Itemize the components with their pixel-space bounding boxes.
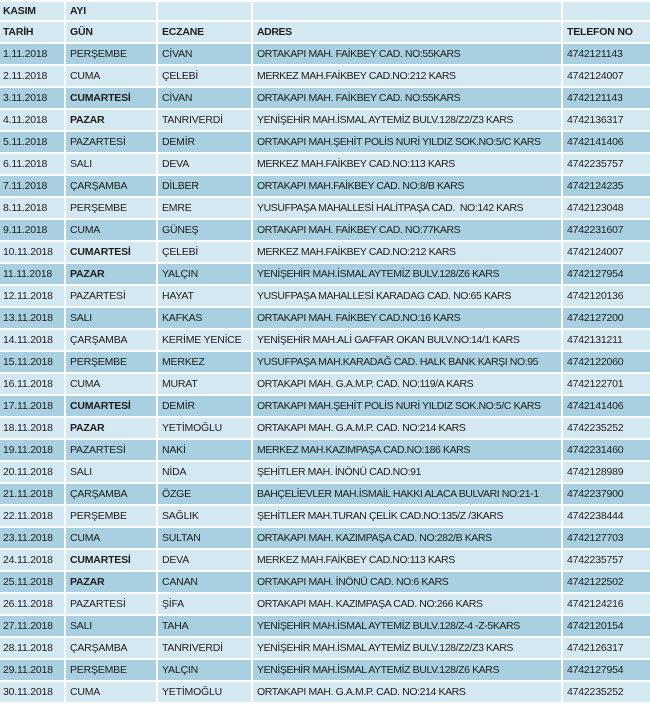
cell-address: YENİŞEHİR MAH.İSMAL AYTEMİZ BULV.128/Z6 KARS <box>253 660 563 680</box>
table-row <box>0 418 650 440</box>
cell-address: YENİŞEHİR MAH.İSMAL AYTEMİZ BULV.128/Z6 KARS <box>253 264 563 284</box>
cell-date: 25.11.2018 <box>0 572 66 592</box>
cell-date: 4.11.2018 <box>0 110 66 130</box>
cell-address: YUSUFPAŞA MAH.KARADAĞ CAD. HALK BANK KARŞI NO:95 <box>253 352 563 372</box>
cell-date: 17.11.2018 <box>0 396 66 416</box>
table-row <box>0 242 650 264</box>
table-row <box>0 88 650 110</box>
cell-pharmacy: HAYAT <box>158 286 253 306</box>
cell-date: 14.11.2018 <box>0 330 66 350</box>
cell-phone: 4742122502 <box>563 572 650 592</box>
table-row <box>0 176 650 198</box>
cell-date: 18.11.2018 <box>0 418 66 438</box>
header-phone: TELEFON NO <box>563 22 650 42</box>
cell-phone: 4742124235 <box>563 176 650 196</box>
cell-day: PAZARTESİ <box>66 132 158 152</box>
cell-address: ORTAKAPI MAH. G.A.M.P. CAD. NO:119/A KARS <box>253 374 563 394</box>
cell-address: ORTAKAPI MAH. İNÖNÜ CAD. NO:6 KARS <box>253 572 563 592</box>
cell-date: 24.11.2018 <box>0 550 66 570</box>
table-row <box>0 374 650 396</box>
cell-date: 10.11.2018 <box>0 242 66 262</box>
cell-address: YUSUFPAŞA MAHALLESİ HALİTPAŞA CAD. NO:142 KARS <box>253 198 563 218</box>
cell-address: MERKEZ MAH.FAİKBEY CAD.NO:212 KARS <box>253 242 563 262</box>
cell-phone: 4742238444 <box>563 506 650 526</box>
table-row <box>0 594 650 616</box>
cell-phone: 4742124007 <box>563 242 650 262</box>
cell-address: YUSUFPAŞA MAHALLESİ KARADAG CAD. NO:65 KARS <box>253 286 563 306</box>
cell-date: 20.11.2018 <box>0 462 66 482</box>
cell-day: ÇARŞAMBA <box>66 330 158 350</box>
cell-day: CUMARTESİ <box>66 550 158 570</box>
cell-phone: 4742231607 <box>563 220 650 240</box>
cell-address: ORTAKAPI MAH. FAİKBEY CAD. NO:55KARS <box>253 88 563 108</box>
table-row <box>0 330 650 352</box>
cell-pharmacy: TANRIVERDİ <box>158 110 253 130</box>
cell-phone: 4742121143 <box>563 88 650 108</box>
cell-pharmacy: DEVA <box>158 154 253 174</box>
cell-day: PAZAR <box>66 110 158 130</box>
cell-phone: 4742136317 <box>563 110 650 130</box>
cell-address: BAHÇELİEVLER MAH.İSMAİL HAKKI ALACA BULVARI NO:21-1 <box>253 484 563 504</box>
cell-phone: 4742235252 <box>563 418 650 438</box>
cell-pharmacy: DİLBER <box>158 176 253 196</box>
cell-address: YENİŞEHİR MAH.İSMAL AYTEMİZ BULV.128/Z2/Z3 KARS <box>253 638 563 658</box>
table-row <box>0 396 650 418</box>
cell-date: 2.11.2018 <box>0 66 66 86</box>
cell-day: PAZARTESİ <box>66 440 158 460</box>
cell-day: CUMA <box>66 374 158 394</box>
cell-day: PERŞEMBE <box>66 44 158 64</box>
cell-address: ORTAKAPI MAH. G.A.M.P. CAD. NO:214 KARS <box>253 682 563 702</box>
table-row <box>0 550 650 572</box>
cell-pharmacy: YALÇIN <box>158 264 253 284</box>
table-row <box>0 154 650 176</box>
cell-pharmacy: MURAT <box>158 374 253 394</box>
cell-phone: 4742121143 <box>563 44 650 64</box>
cell-address: YENİŞEHİR MAH.ALİ GAFFAR OKAN BULV.NO:14/1 KARS <box>253 330 563 350</box>
cell-pharmacy: ÇELEBİ <box>158 242 253 262</box>
cell-date: 9.11.2018 <box>0 220 66 240</box>
cell-date: 28.11.2018 <box>0 638 66 658</box>
cell-day: PAZAR <box>66 572 158 592</box>
cell-day: SALI <box>66 616 158 636</box>
cell-date: 3.11.2018 <box>0 88 66 108</box>
cell-day: PERŞEMBE <box>66 352 158 372</box>
cell-pharmacy: YETİMOĞLU <box>158 418 253 438</box>
cell-day: PAZARTESİ <box>66 286 158 306</box>
cell-address: MERKEZ MAH.FAİKBEY CAD.NO:113 KARS <box>253 550 563 570</box>
cell-date: 15.11.2018 <box>0 352 66 372</box>
table-row <box>0 528 650 550</box>
cell-date: 22.11.2018 <box>0 506 66 526</box>
cell-day: CUMARTESİ <box>66 242 158 262</box>
cell-phone: 4742128989 <box>563 462 650 482</box>
cell-phone: 4742127954 <box>563 660 650 680</box>
cell-phone: 4742141406 <box>563 396 650 416</box>
cell-day: PAZARTESİ <box>66 594 158 614</box>
cell-phone: 4742235757 <box>563 550 650 570</box>
month-suffix: AYI <box>66 2 158 20</box>
title-spacer-cell <box>158 2 253 20</box>
cell-date: 1.11.2018 <box>0 44 66 64</box>
cell-pharmacy: EMRE <box>158 198 253 218</box>
table-row <box>0 616 650 638</box>
cell-pharmacy: CANAN <box>158 572 253 592</box>
header-day: GÜN <box>66 22 158 42</box>
cell-day: CUMARTESİ <box>66 396 158 416</box>
cell-pharmacy: MERKEZ <box>158 352 253 372</box>
cell-date: 7.11.2018 <box>0 176 66 196</box>
cell-phone: 4742122701 <box>563 374 650 394</box>
table-row <box>0 462 650 484</box>
cell-address: ORTAKAPI MAH. FAİKBEY CAD. NO:77KARS <box>253 220 563 240</box>
cell-pharmacy: NİDA <box>158 462 253 482</box>
cell-date: 27.11.2018 <box>0 616 66 636</box>
table-row <box>0 286 650 308</box>
cell-phone: 4742126317 <box>563 638 650 658</box>
cell-date: 12.11.2018 <box>0 286 66 306</box>
cell-day: CUMA <box>66 528 158 548</box>
cell-day: PAZAR <box>66 418 158 438</box>
header-pharmacy: ECZANE <box>158 22 253 42</box>
table-row <box>0 110 650 132</box>
cell-date: 30.11.2018 <box>0 682 66 702</box>
cell-date: 26.11.2018 <box>0 594 66 614</box>
cell-address: ORTAKAPI MAH.ŞEHİT POLİS NURİ YILDIZ SOK.NO:5/C KARS <box>253 396 563 416</box>
title-spacer-cell <box>563 2 650 20</box>
table-body <box>0 44 650 704</box>
cell-phone: 4742127954 <box>563 264 650 284</box>
cell-phone: 4742141406 <box>563 132 650 152</box>
table-row <box>0 440 650 462</box>
cell-phone: 4742131211 <box>563 330 650 350</box>
cell-address: MERKEZ MAH.KAZIMPAŞA CAD.NO:186 KARS <box>253 440 563 460</box>
cell-date: 29.11.2018 <box>0 660 66 680</box>
table-row <box>0 132 650 154</box>
cell-pharmacy: TANRIVERDİ <box>158 638 253 658</box>
cell-phone: 4742124216 <box>563 594 650 614</box>
table-row <box>0 308 650 330</box>
table-row <box>0 638 650 660</box>
month-name: KASIM <box>0 2 66 20</box>
cell-day: CUMARTESİ <box>66 88 158 108</box>
table-header-row <box>0 22 650 44</box>
table-row <box>0 66 650 88</box>
cell-pharmacy: TAHA <box>158 616 253 636</box>
cell-day: PAZAR <box>66 264 158 284</box>
cell-pharmacy: KERİME YENİCE <box>158 330 253 350</box>
table-row <box>0 352 650 374</box>
cell-date: 6.11.2018 <box>0 154 66 174</box>
cell-pharmacy: NAKİ <box>158 440 253 460</box>
cell-date: 13.11.2018 <box>0 308 66 328</box>
cell-day: PERŞEMBE <box>66 506 158 526</box>
cell-pharmacy: SAĞLIK <box>158 506 253 526</box>
cell-day: PERŞEMBE <box>66 198 158 218</box>
cell-pharmacy: CİVAN <box>158 88 253 108</box>
cell-pharmacy: SULTAN <box>158 528 253 548</box>
cell-day: ÇARŞAMBA <box>66 176 158 196</box>
cell-date: 21.11.2018 <box>0 484 66 504</box>
cell-phone: 4742235757 <box>563 154 650 174</box>
table-row <box>0 264 650 286</box>
cell-date: 19.11.2018 <box>0 440 66 460</box>
cell-day: ÇARŞAMBA <box>66 484 158 504</box>
cell-address: ORTAKAPI MAH. FAİKBEY CAD. NO:55KARS <box>253 44 563 64</box>
cell-date: 16.11.2018 <box>0 374 66 394</box>
header-address: ADRES <box>253 22 563 42</box>
cell-phone: 4742120154 <box>563 616 650 636</box>
cell-pharmacy: ÖZGE <box>158 484 253 504</box>
cell-day: SALI <box>66 154 158 174</box>
cell-pharmacy: DEMİR <box>158 132 253 152</box>
cell-pharmacy: DEMİR <box>158 396 253 416</box>
header-date: TARİH <box>0 22 66 42</box>
cell-address: YENİŞEHİR MAH.İSMAL AYTEMİZ BULV.128/Z-4 -Z-5KARS <box>253 616 563 636</box>
cell-address: ŞEHİTLER MAH.TURAN ÇELİK CAD.NO:135/Z /3KARS <box>253 506 563 526</box>
cell-address: YENİŞEHİR MAH.İSMAL AYTEMİZ BULV.128/Z2/Z3 KARS <box>253 110 563 130</box>
table-row <box>0 682 650 704</box>
cell-phone: 4742231460 <box>563 440 650 460</box>
cell-day: SALI <box>66 462 158 482</box>
cell-address: MERKEZ MAH.FAİKBEY CAD.NO:212 KARS <box>253 66 563 86</box>
cell-pharmacy: KAFKAS <box>158 308 253 328</box>
cell-date: 8.11.2018 <box>0 198 66 218</box>
cell-address: MERKEZ MAH.FAİKBEY CAD.NO:113 KARS <box>253 154 563 174</box>
cell-address: ORTAKAPI MAH. KAZIMPAŞA CAD. NO:266 KARS <box>253 594 563 614</box>
cell-pharmacy: ŞİFA <box>158 594 253 614</box>
cell-phone: 4742120136 <box>563 286 650 306</box>
cell-phone: 4742237900 <box>563 484 650 504</box>
cell-phone: 4742127703 <box>563 528 650 548</box>
cell-pharmacy: GÜNEŞ <box>158 220 253 240</box>
table-row <box>0 572 650 594</box>
cell-day: CUMA <box>66 66 158 86</box>
table-row <box>0 660 650 682</box>
cell-date: 5.11.2018 <box>0 132 66 152</box>
cell-pharmacy: YETİMOĞLU <box>158 682 253 702</box>
cell-phone: 4742122060 <box>563 352 650 372</box>
cell-phone: 4742235252 <box>563 682 650 702</box>
table-title-row <box>0 0 650 22</box>
cell-address: ŞEHİTLER MAH. İNÖNÜ CAD.NO:91 <box>253 462 563 482</box>
cell-address: ORTAKAPI MAH. G.A.M.P. CAD. NO:214 KARS <box>253 418 563 438</box>
table-row <box>0 44 650 66</box>
cell-pharmacy: DEVA <box>158 550 253 570</box>
cell-pharmacy: ÇELEBİ <box>158 66 253 86</box>
title-spacer-cell <box>253 2 563 20</box>
table-row <box>0 484 650 506</box>
cell-pharmacy: YALÇIN <box>158 660 253 680</box>
cell-address: ORTAKAPI MAH.FAİKBEY CAD. NO:8/B KARS <box>253 176 563 196</box>
cell-address: ORTAKAPI MAH.ŞEHİT POLİS NURİ YILDIZ SOK.NO:5/C KARS <box>253 132 563 152</box>
cell-address: ORTAKAPI MAH. KAZIMPAŞA CAD. NO:282/B KARS <box>253 528 563 548</box>
cell-phone: 4742123048 <box>563 198 650 218</box>
table-row <box>0 198 650 220</box>
cell-day: CUMA <box>66 220 158 240</box>
cell-day: ÇARŞAMBA <box>66 638 158 658</box>
cell-day: PERŞEMBE <box>66 660 158 680</box>
cell-day: SALI <box>66 308 158 328</box>
cell-pharmacy: CİVAN <box>158 44 253 64</box>
cell-date: 11.11.2018 <box>0 264 66 284</box>
table-row <box>0 220 650 242</box>
cell-phone: 4742127200 <box>563 308 650 328</box>
cell-address: ORTAKAPI MAH. FAİKBEY CAD.NO:16 KARS <box>253 308 563 328</box>
cell-phone: 4742124007 <box>563 66 650 86</box>
table-row <box>0 506 650 528</box>
cell-day: CUMA <box>66 682 158 702</box>
cell-date: 23.11.2018 <box>0 528 66 548</box>
